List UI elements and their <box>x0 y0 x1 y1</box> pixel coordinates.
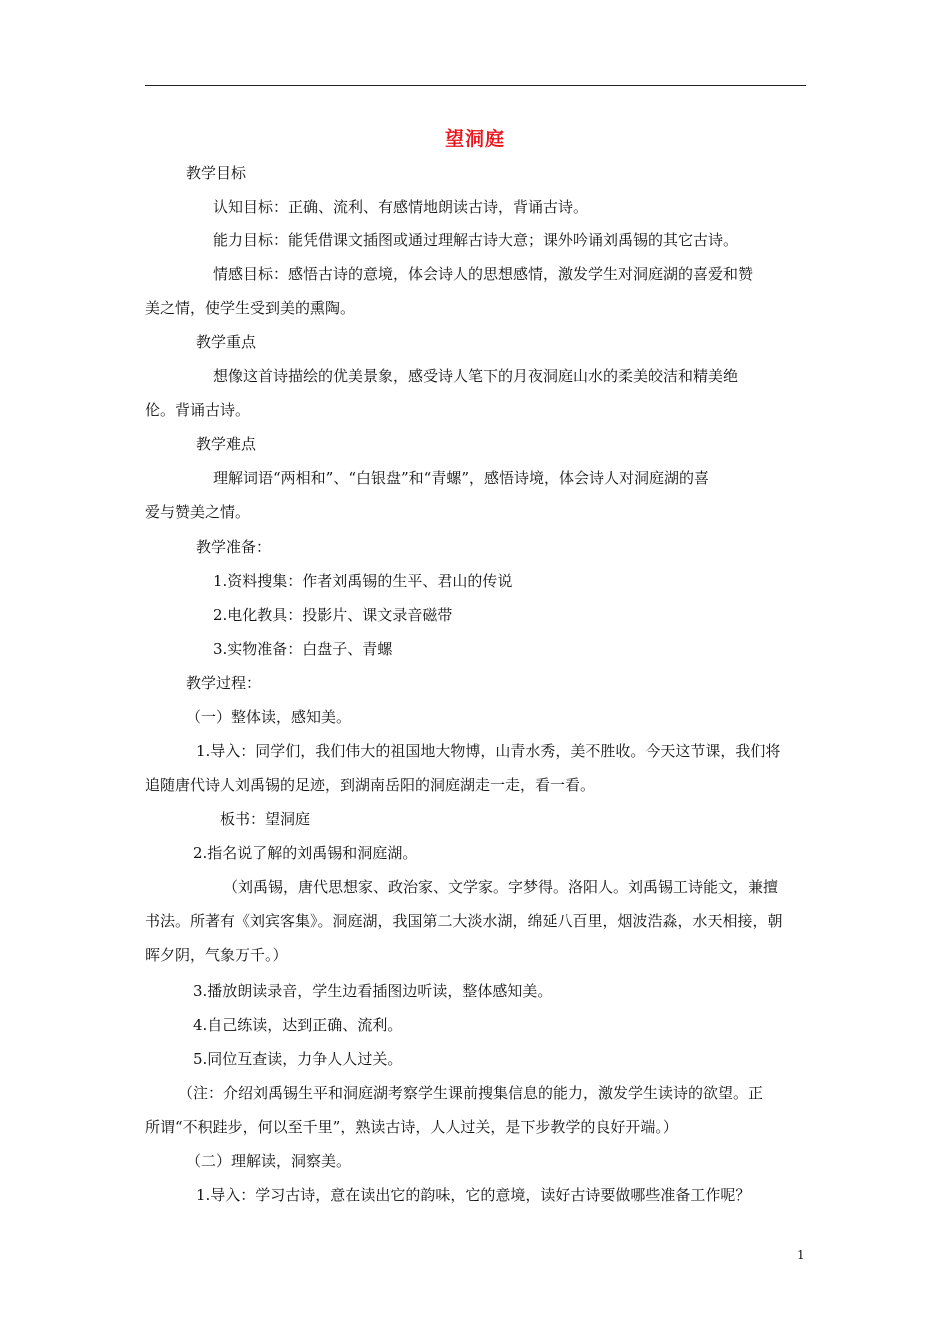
page-number: 1 <box>797 1248 805 1262</box>
list-item: 3.播放朗读录音，学生边看插图边听读，整体感知美。 <box>193 982 553 1000</box>
paragraph-line: 伦。背诵古诗。 <box>145 401 251 419</box>
subsection-heading: （一）整体读，感知美。 <box>186 708 352 726</box>
paragraph-line: 能力目标：能凭借课文插图或通过理解古诗大意；课外吟诵刘禹锡的其它古诗。 <box>213 231 739 249</box>
list-item: 5.同位互查读，力争人人过关。 <box>193 1050 403 1068</box>
list-item: 3.实物准备：白盘子、青螺 <box>213 640 393 658</box>
list-item: 4.自己练读，达到正确、流利。 <box>193 1016 403 1034</box>
paragraph-line: 理解词语“两相和”、“白银盘”和“青螺”，感悟诗境，体会诗人对洞庭湖的喜 <box>213 469 710 487</box>
section-heading-key-points: 教学重点 <box>196 333 257 351</box>
paragraph-line: 晖夕阴，气象万千。） <box>145 946 288 964</box>
section-heading-goals: 教学目标 <box>186 164 247 182</box>
paragraph-line: （刘禹锡，唐代思想家、政治家、文学家。字梦得。洛阳人。刘禹锡工诗能文，兼擅 <box>223 878 779 896</box>
paragraph-line: 爱与赞美之情。 <box>145 503 251 521</box>
header-rule <box>145 85 806 86</box>
list-item: 2.指名说了解的刘禹锡和洞庭湖。 <box>193 844 418 862</box>
section-heading-difficulties: 教学难点 <box>196 435 257 453</box>
paragraph-line: 书法。所著有《刘宾客集》。洞庭湖，我国第二大淡水湖，绵延八百里，烟波浩淼，水天相接，朝 <box>145 912 783 930</box>
list-item: 1.资料搜集：作者刘禹锡的生平、君山的传说 <box>213 572 513 590</box>
note-line: （注：介绍刘禹锡生平和洞庭湖考察学生课前搜集信息的能力，激发学生读诗的欲望。正 <box>178 1084 764 1102</box>
paragraph-line: 1.导入：同学们，我们伟大的祖国地大物博，山青水秀，美不胜收。今天这节课，我们将 <box>196 742 781 760</box>
document-title: 望洞庭 <box>444 128 505 150</box>
paragraph-line: 想像这首诗描绘的优美景象，感受诗人笔下的月夜洞庭山水的柔美皎洁和精美绝 <box>213 367 739 385</box>
list-item: 2.电化教具：投影片、课文录音磁带 <box>213 606 453 624</box>
paragraph-line: 美之情，使学生受到美的熏陶。 <box>145 299 356 317</box>
note-line: 所谓“不积跬步，何以至千里”，熟读古诗，人人过关，是下步教学的良好开端。） <box>145 1118 678 1136</box>
blackboard-note: 板书：望洞庭 <box>220 810 311 828</box>
section-heading-process: 教学过程： <box>186 674 262 692</box>
section-heading-preparation: 教学准备： <box>196 538 272 556</box>
paragraph-line: 认知目标：正确、流利、有感情地朗读古诗，背诵古诗。 <box>213 198 589 216</box>
subsection-heading: （二）理解读，洞察美。 <box>186 1152 352 1170</box>
paragraph-line: 追随唐代诗人刘禹锡的足迹，到湖南岳阳的洞庭湖走一走，看一看。 <box>145 776 596 794</box>
paragraph-line: 情感目标：感悟古诗的意境，体会诗人的思想感情，激发学生对洞庭湖的喜爱和赞 <box>213 265 754 283</box>
paragraph-line: 1.导入：学习古诗，意在读出它的韵味，它的意境，读好古诗要做哪些准备工作呢？ <box>196 1186 751 1204</box>
